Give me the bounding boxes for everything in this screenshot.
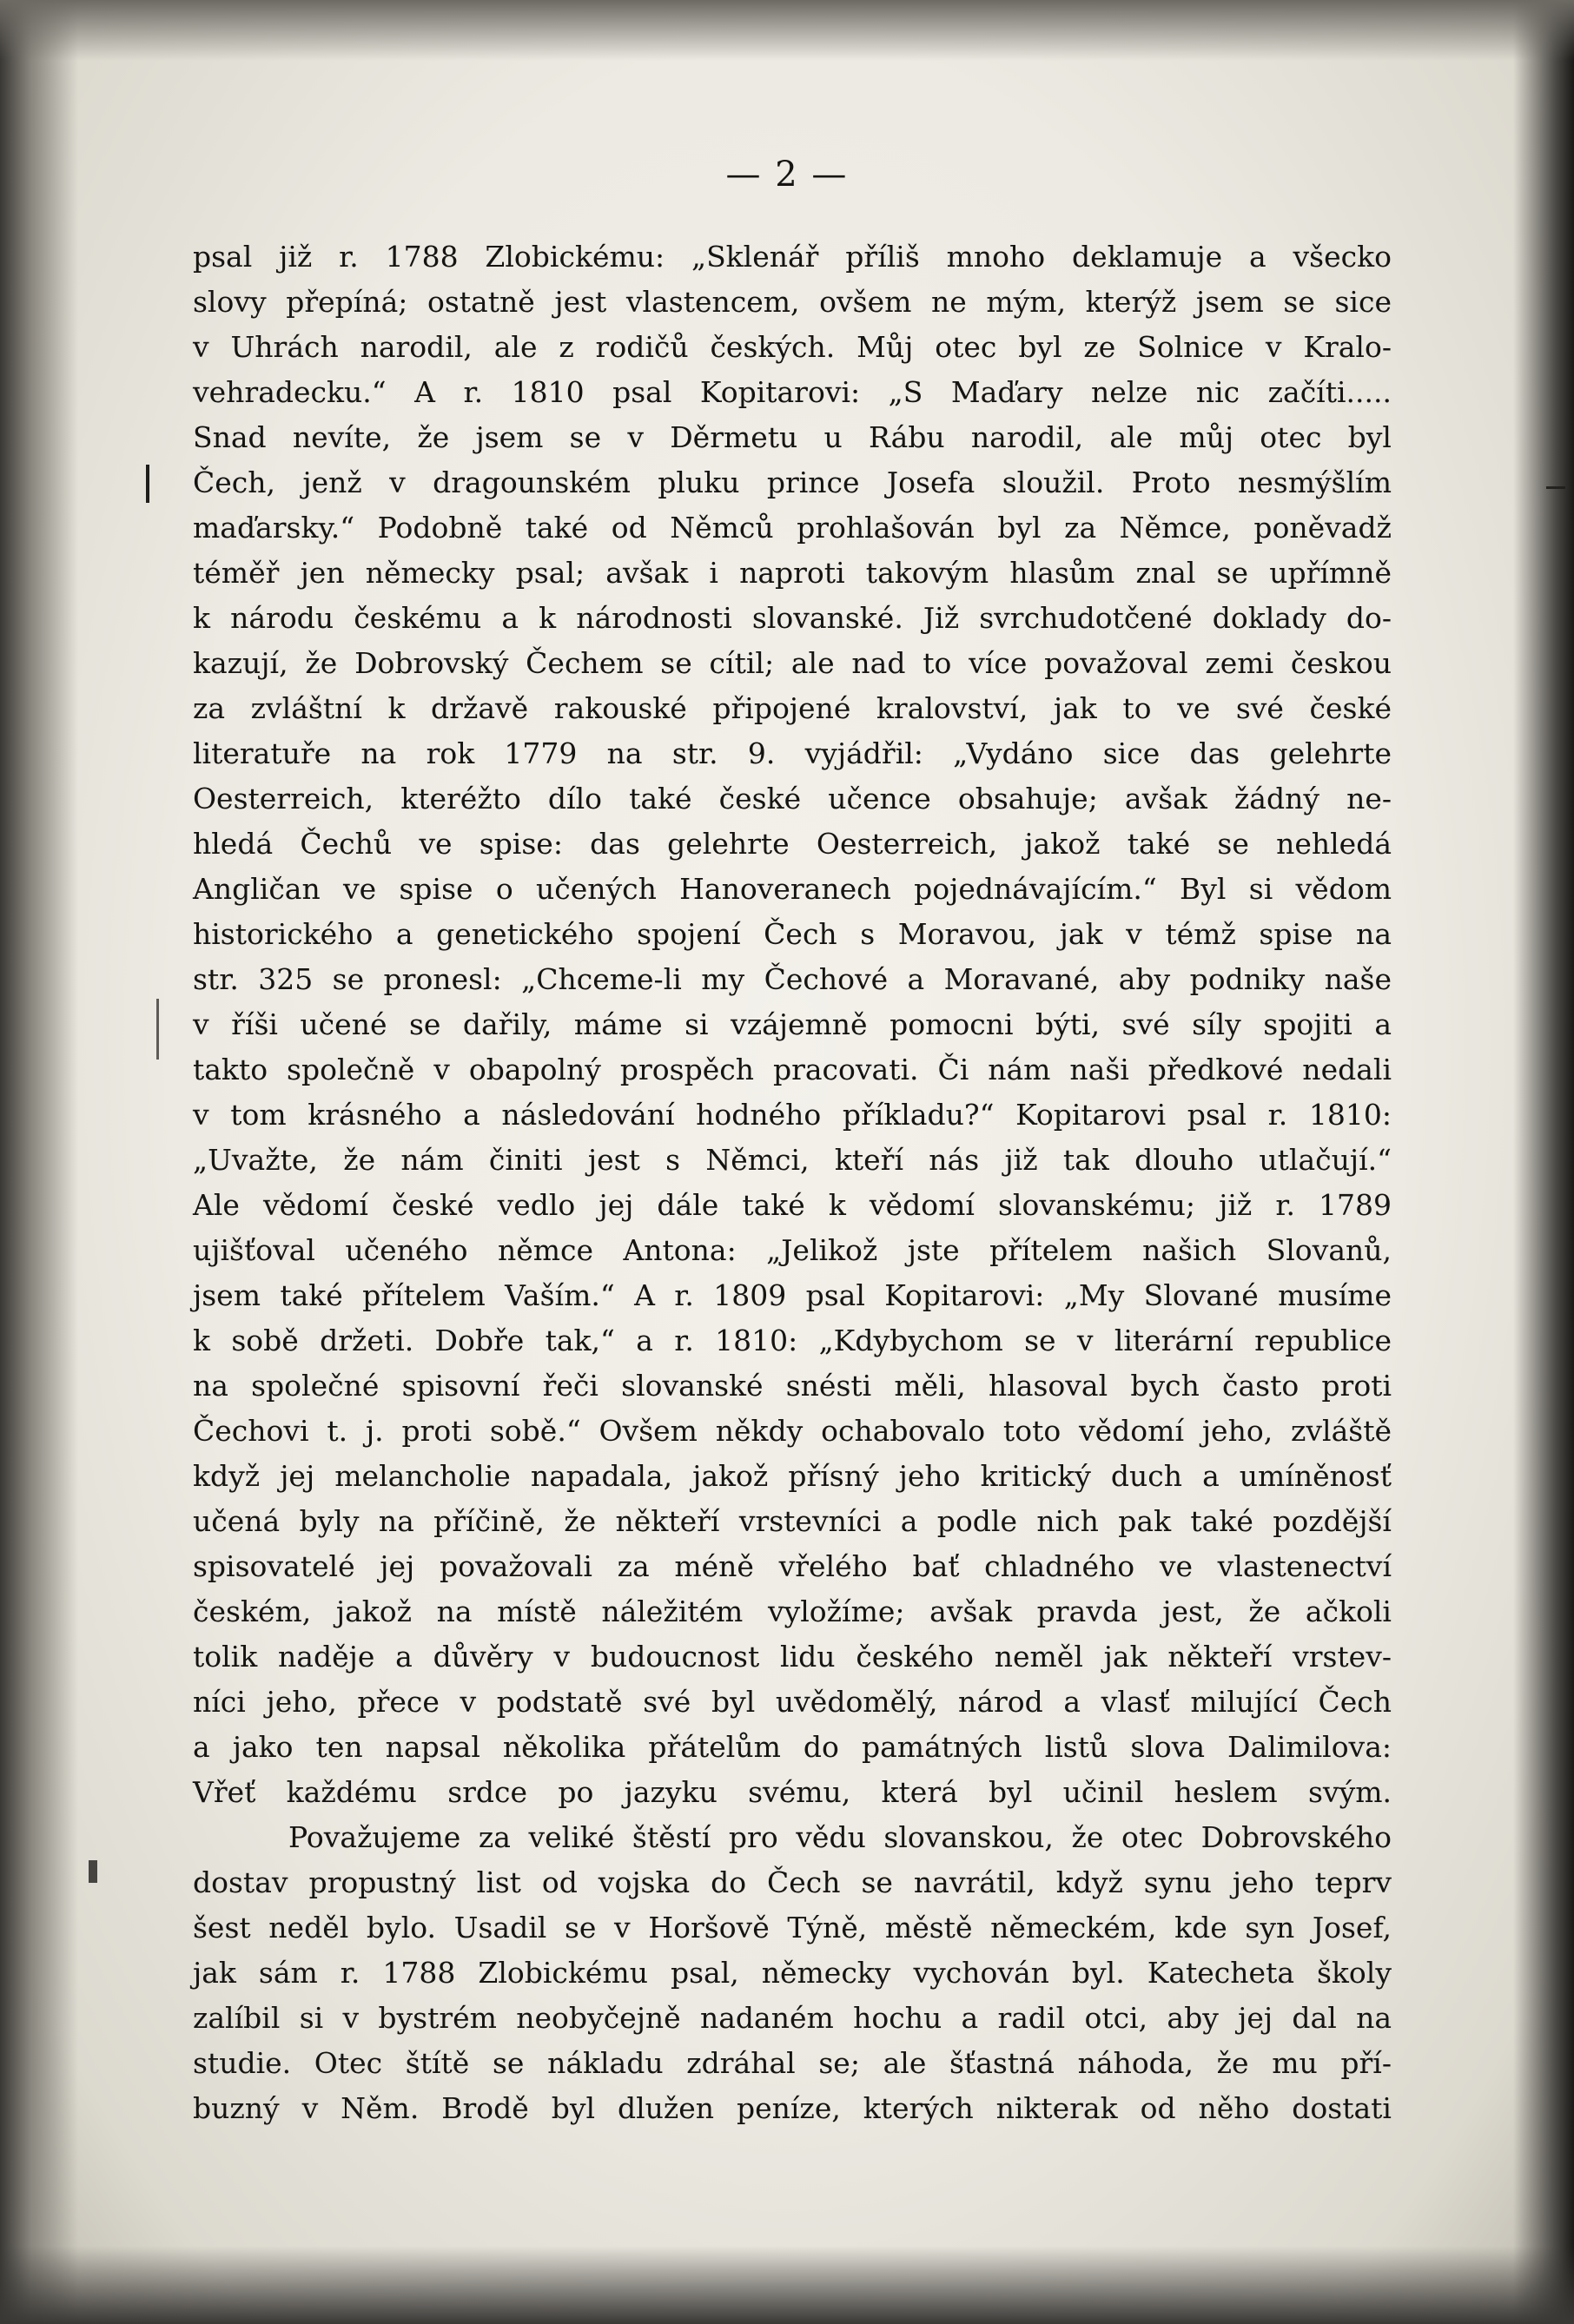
margin-mark	[146, 465, 149, 503]
text-line: studie. Otec štítě se nákladu zdráhal se; ale šťastná náhoda, že mu pří-	[193, 2046, 1392, 2080]
text-line: Oesterreich, kteréžto dílo také české učence obsahuje; avšak žádný ne-	[193, 782, 1392, 815]
text-line: buzný v Něm. Brodě byl dlužen peníze, kterých nikterak od něho dostati	[193, 2091, 1392, 2125]
text-line: Čech, jenž v dragounském pluku prince Josefa sloužil. Proto nesmýšlím	[193, 465, 1392, 499]
text-line: vehradecku.“ A r. 1810 psal Kopitarovi: „S Maďary nelze nic začíti.....	[193, 375, 1392, 409]
text-line: téměř jen německy psal; avšak i naproti takovým hlasům znal se upřímně	[193, 556, 1392, 590]
paragraph-1	[193, 234, 1392, 1815]
text-line: psal již r. 1788 Zlobickému: „Sklenář příliš mnoho deklamuje a všecko	[193, 240, 1392, 274]
text-line: českém, jakož na místě náležitém vyložíme; avšak pravda jest, že ačkoli	[193, 1594, 1392, 1628]
page-edge-shadow-left	[0, 0, 78, 2324]
text-line: jak sám r. 1788 Zlobickému psal, německy vychován byl. Katecheta školy	[193, 1956, 1392, 1990]
text-line: historického a genetického spojení Čech s Moravou, jak v témž spise na	[193, 917, 1392, 951]
text-line: spisovatelé jej považovali za méně vřelého bať chladného ve vlastenectví	[193, 1549, 1392, 1583]
body-text	[193, 234, 1392, 2131]
text-line: Vřeť každému srdce po jazyku svému, která byl učinil heslem svým.	[193, 1775, 1392, 1809]
text-line: k sobě držeti. Dobře tak,“ a r. 1810: „Kdybychom se v literární republice	[193, 1324, 1392, 1357]
margin-mark	[1546, 486, 1565, 489]
text-line: „Uvažte, že nám činiti jest s Němci, kteří nás již tak dlouho utlačují.“	[193, 1143, 1392, 1177]
text-line: Snad nevíte, že jsem se v Děrmetu u Rábu narodil, ale můj otec byl	[193, 420, 1392, 454]
text-line: a jako ten napsal několika přátelům do památných listů slova Dalimilova:	[193, 1730, 1392, 1764]
text-line: učená byly na příčině, že někteří vrstevníci a podle nich pak také pozdější	[193, 1504, 1392, 1538]
text-line: takto společně v obapolný prospěch pracovati. Či nám naši předkové nedali	[193, 1053, 1392, 1086]
page-edge-shadow-right	[1513, 0, 1574, 2324]
text-line: Čechovi t. j. proti sobě.“ Ovšem někdy ochabovalo toto vědomí jeho, zvláště	[193, 1414, 1392, 1448]
text-line: zalíbil si v bystrém neobyčejně nadaném hochu a radil otci, aby jej dal na	[193, 2001, 1392, 2035]
page-number: — 2 —	[725, 155, 849, 195]
text-line: v tom krásného a následování hodného příkladu?“ Kopitarovi psal r. 1810:	[193, 1098, 1392, 1132]
text-line: jsem také přítelem Vaším.“ A r. 1809 psal Kopitarovi: „My Slované musíme	[193, 1278, 1392, 1312]
text-line: Ale vědomí české vedlo jej dále také k vědomí slovanskému; již r. 1789	[193, 1188, 1392, 1222]
text-line: za zvláštní k državě rakouské připojené kralovství, jak to ve své české	[193, 691, 1392, 725]
paragraph-2	[193, 1815, 1392, 2131]
text-line: v říši učené se dařily, máme si vzájemně pomocni býti, své síly spojiti a	[193, 1007, 1392, 1041]
text-line: ujišťoval učeného němce Antona: „Jelikož jste přítelem našich Slovanů,	[193, 1233, 1392, 1267]
text-line: str. 325 se pronesl: „Chceme-li my Čechové a Moravané, aby podniky naše	[193, 962, 1392, 996]
text-line: níci jeho, přece v podstatě své byl uvědomělý, národ a vlasť milující Čech	[193, 1685, 1392, 1719]
text-line: v Uhrách narodil, ale z rodičů českých. Můj otec byl ze Solnice v Kralo-	[193, 330, 1392, 364]
margin-mark	[156, 999, 159, 1060]
text-line: šest neděl bylo. Usadil se v Horšově Týně, městě německém, kde syn Josef,	[193, 1911, 1392, 1944]
text-line: literatuře na rok 1779 na str. 9. vyjádřil: „Vydáno sice das gelehrte	[193, 736, 1392, 770]
text-line: hledá Čechů ve spise: das gelehrte Oesterreich, jakož také se nehledá	[193, 827, 1392, 861]
text-line: slovy přepíná; ostatně jest vlastencem, ovšem ne mým, kterýž jsem se sice	[193, 285, 1392, 319]
text-line: maďarsky.“ Podobně také od Němců prohlašován byl za Němce, poněvadž	[193, 511, 1392, 545]
page-edge-shadow-bottom	[0, 2246, 1574, 2324]
text-line: kazují, že Dobrovský Čechem se cítil; ale nad to více považoval zemi českou	[193, 646, 1392, 680]
text-line: když jej melancholie napadala, jakož přísný jeho kritický duch a umíněnosť	[193, 1459, 1392, 1493]
text-line: na společné spisovní řeči slovanské snésti měli, hlasoval bych často proti	[193, 1369, 1392, 1403]
text-line: dostav propustný list od vojska do Čech se navrátil, když synu jeho teprv	[193, 1865, 1392, 1899]
text-line: tolik naděje a důvěry v budoucnost lidu českého neměl jak někteří vrstev-	[193, 1640, 1392, 1674]
page-edge-shadow-top	[0, 0, 1574, 61]
text-line: k národu českému a k národnosti slovanské. Již svrchudotčené doklady do-	[193, 601, 1392, 635]
text-line: Považujeme za veliké štěstí pro vědu slovanskou, že otec Dobrovského	[288, 1820, 1392, 1854]
text-line: Angličan ve spise o učených Hanoveranech pojednávajícím.“ Byl si vědom	[193, 872, 1392, 906]
margin-mark	[89, 1860, 97, 1883]
